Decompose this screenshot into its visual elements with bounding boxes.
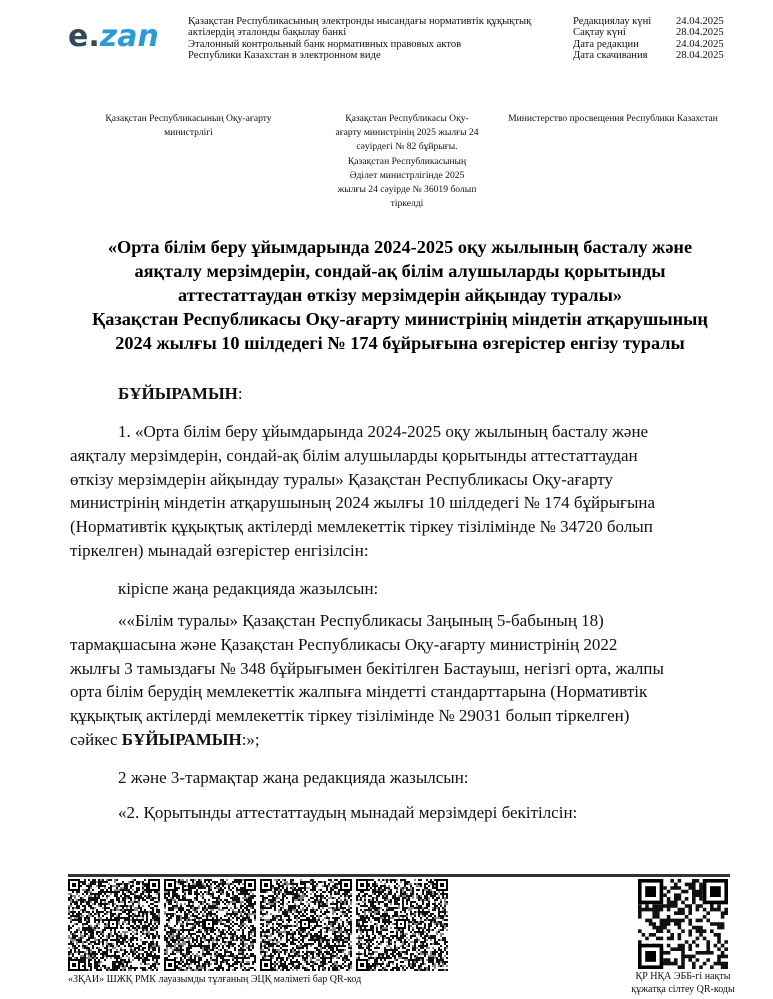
paragraph-line: құқықтық актілерді мемлекеттік тіркеу тізілімінде № 29031 болып тіркелген) xyxy=(70,706,630,726)
bank-line: Эталонный контрольный банк нормативных правовых актов xyxy=(188,38,462,50)
document-link-qr-code-icon[interactable] xyxy=(638,879,728,969)
text-run: :»; xyxy=(241,729,260,749)
title-line: аяқталу мерзімдерін, сондай-ақ білім алушыларды қорытынды xyxy=(134,261,666,281)
paragraph-3 xyxy=(70,609,730,752)
paragraph-line xyxy=(70,728,730,752)
title-line: «Орта білім беру ұйымдарында 2024-2025 оқу жылының басталу және xyxy=(107,237,693,257)
signature-qr-caption: «ЗҚАИ» ШЖҚ РМК лауазымды тұлғаның ЭЦҚ мәліметі бар QR-код xyxy=(68,974,362,985)
issuer-line: жылғы 24 сәуірде № 36019 болып xyxy=(337,184,477,196)
paragraph-line: өткізу мерзімдерін айқындау туралы» Қазақстан Республикасы Оқу-ағарту xyxy=(70,469,613,489)
paragraph-line: тармақшасына және Қазақстан Республикасы Оқу-ағарту министрінің 2022 xyxy=(70,634,618,654)
signature-qr-code-icon xyxy=(356,879,448,971)
date-label: Сақтау күні xyxy=(573,27,626,39)
paragraph-line: орта білім берудің мемлекеттік жалпыға міндетті стандарттарына (Нормативтік xyxy=(70,682,648,702)
paragraph-1 xyxy=(70,420,730,563)
paragraph-line: аяқталу мерзімдерін, сондай-ақ білім алушыларды қорытынды аттестаттаудан xyxy=(70,445,638,465)
issuer-line: ағарту министрінің 2025 жылғы 24 xyxy=(335,127,479,139)
date-row-download-ru xyxy=(573,50,736,61)
paragraph-line: 1. «Орта білім беру ұйымдарында 2024-2025 оқу жылының басталу және xyxy=(118,422,649,441)
order-colon: : xyxy=(237,384,243,403)
paragraph-2 xyxy=(70,577,730,601)
paragraph-4 xyxy=(70,766,730,790)
paragraph-5 xyxy=(70,801,730,825)
caption-line: ҚР НҚА ЭББ-гі нақты xyxy=(635,971,731,982)
logo-dot: . xyxy=(88,19,100,54)
paragraph-line: жылғы 3 тамыздағы № 348 бұйрығымен бекітілген Бастауыш, негізгі орта, жалпы xyxy=(70,658,664,678)
issuer-kz xyxy=(86,112,291,140)
document-title xyxy=(70,235,730,355)
date-value: 24.04.2025 xyxy=(676,16,724,27)
issuer-line: Қазақстан Республикасының xyxy=(347,155,467,167)
dates-table xyxy=(573,16,736,62)
logo-zan: zan xyxy=(99,19,159,54)
issuer-line: тіркелді xyxy=(390,198,424,210)
order-heading xyxy=(70,382,730,406)
date-row-edit-kz xyxy=(573,16,736,27)
caption-line: құжатқа сілтеу QR-коды xyxy=(631,984,735,995)
issuer-ru: Министерство просвещения Республики Казахстан xyxy=(508,113,718,124)
date-value: 24.04.2025 xyxy=(676,38,724,50)
date-label: Дата редакции xyxy=(573,38,639,50)
paragraph-line: 2 және 3-тармақтар жаңа редакцияда жазылсын: xyxy=(118,768,469,787)
paragraph-line: министрінің міндетін атқарушының 2024 жылғы 10 шілдедегі № 174 бұйрығына xyxy=(70,493,656,513)
order-heading-block xyxy=(70,382,730,406)
issuer-line: Әділет министрлігінде 2025 xyxy=(349,169,465,181)
paragraph-line: кіріспе жаңа редакцияда жазылсын: xyxy=(118,579,379,598)
logo-e: e xyxy=(68,19,89,54)
date-label: Редакциялау күні xyxy=(573,16,652,27)
footer-divider xyxy=(68,874,730,877)
issuer-registration xyxy=(318,112,496,211)
title-line: 2024 жылғы 10 шілдедегі № 174 бұйрығына өзгерістер енгізу туралы xyxy=(115,333,685,353)
order-word: БҰЙЫРАМЫН xyxy=(118,384,238,403)
date-label: Дата скачивания xyxy=(573,50,648,62)
paragraph-line: тіркелген) мынадай өзгерістер енгізілсін: xyxy=(70,540,369,560)
text-run: сәйкес xyxy=(70,729,122,749)
bank-line: Республики Казахстан в электронном виде xyxy=(188,50,381,62)
link-qr-caption xyxy=(618,970,748,996)
paragraph-line: (Нормативтік құқықтық актілерді мемлекеттік тіркеу тізілімінде № 34720 болып xyxy=(70,517,653,537)
bank-line: актілердің эталонды бақылау банкі xyxy=(188,27,347,39)
issuer-line: Қазақстан Республикасы Оқу- xyxy=(345,113,469,124)
issuer-line: сәуірдегі № 82 бұйрығы. xyxy=(356,141,458,153)
bank-description xyxy=(188,16,531,62)
bank-line: Қазақстан Республикасының электронды нысандағы нормативтік құқықтық xyxy=(188,16,532,27)
title-line: Қазақстан Республикасы Оқу-ағарту министрінің міндетін атқарушының xyxy=(92,309,708,329)
date-value: 28.04.2025 xyxy=(676,27,724,39)
date-row-save-kz xyxy=(573,27,736,38)
signature-qr-codes xyxy=(68,879,448,972)
signature-qr-code-icon xyxy=(68,879,160,971)
signature-qr-code-icon xyxy=(260,879,352,971)
issuer-line: Қазақстан Республикасының Оқу-ағарту xyxy=(105,113,272,124)
issuer-line: министрлігі xyxy=(164,127,213,139)
date-row-edit-ru xyxy=(573,39,736,50)
title-line: аттестаттаудан өткізу мерзімдерін айқындау туралы» xyxy=(178,285,622,305)
signature-qr-code-icon xyxy=(164,879,256,971)
date-value: 28.04.2025 xyxy=(676,50,724,62)
paragraph-line: ««Білім туралы» Қазақстан Республикасы Заңының 5-бабының 18) xyxy=(118,611,604,630)
ezan-logo xyxy=(68,19,159,55)
paragraph-line: «2. Қорытынды аттестаттаудың мынадай мерзімдері бекітілсін: xyxy=(118,803,578,822)
order-word: БҰЙЫРАМЫН xyxy=(121,729,242,749)
